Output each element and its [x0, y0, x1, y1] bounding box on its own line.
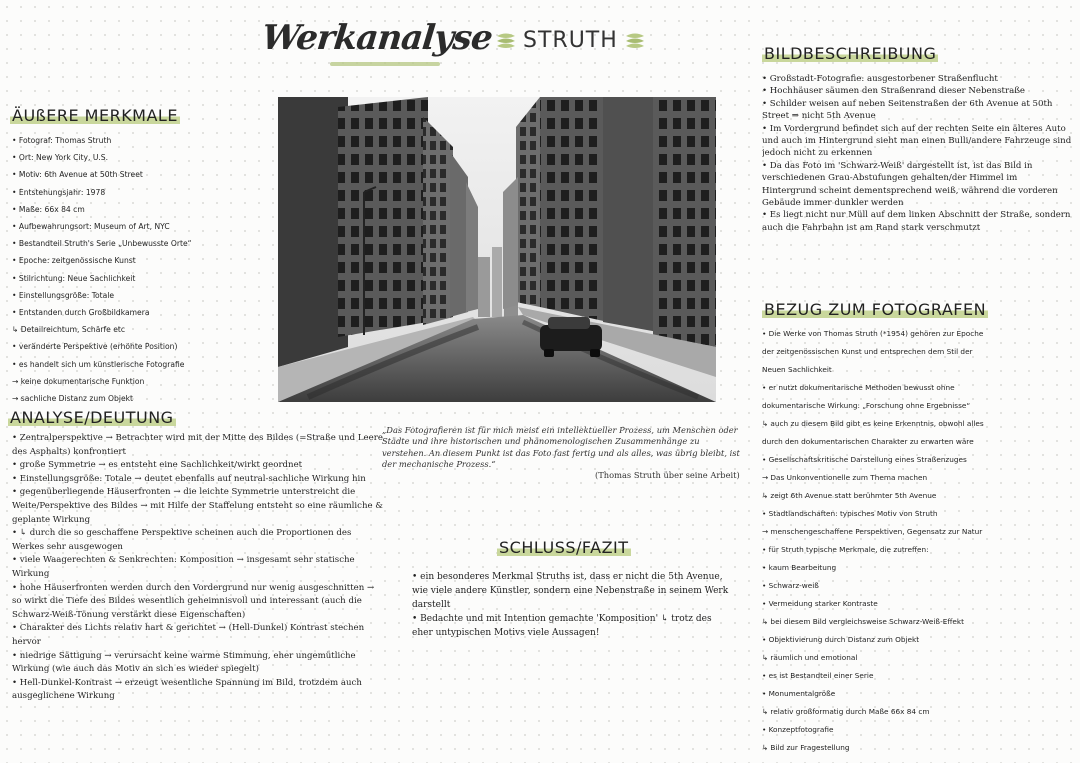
list-item: • es ist Bestandteil einer Serie: [762, 671, 874, 680]
list-item: • gegenüberliegende Häuserfronten → die leichte Symmetrie unterstreicht die Weite/Perspektive des Bildes → mit Hilfe der Staffelung entsteht so eine räumliche & geplante Wirkung: [12, 487, 383, 525]
list-item: • Objektivierung durch Distanz zum Objekt: [762, 635, 920, 644]
section-heading-schluss: SCHLUSS/FAZIT: [499, 538, 629, 557]
list-item: • Entstehungsjahr: 1978: [12, 187, 106, 197]
list-item: → Das Unkonventionelle zum Thema machen: [762, 473, 928, 482]
list-item: • Entstanden durch Großbildkamera: [12, 308, 150, 318]
list-item: • Zentralperspektive → Betrachter wird mit der Mitte des Bildes (=Straße und Leere des Asphalts) konfrontiert: [12, 433, 383, 457]
list-item: • Hell-Dunkel-Kontrast → erzeugt wesentliche Spannung im Bild, trotzdem auch ausgeglichene Wirkung: [12, 677, 362, 702]
list-item: • Bestandteil Struth's Serie „Unbewusste Orte“: [12, 239, 192, 249]
list-item: • Stilrichtung: Neue Sachlichkeit: [12, 273, 136, 283]
list-item: • ein besonderes Merkmal Struths ist, dass er nicht die 5th Avenue, wie viele andere Künstler, sondern eine Nebenstraße in seinem Werk darstellt: [412, 572, 729, 610]
street-photograph: [278, 97, 716, 402]
list-item: • Ort: New York City, U.S.: [12, 153, 109, 163]
list-item: • Es liegt nicht nur Müll auf dem linken Abschnitt der Straße, sondern auch die Fahrbahn ist am Rand stark verschmutzt: [762, 210, 1071, 233]
quote-author: (Thomas Struth über seine Arbeit): [595, 470, 740, 480]
list-item: • Bedachte und mit Intention gemachte 'Komposition' ↳ trotz des eher untypischen Motivs viele Aussagen!: [412, 614, 712, 638]
list-item: • Vermeidung starker Kontraste: [762, 599, 878, 608]
list-item: • er nutzt dokumentarische Methoden bewusst ohne: [762, 383, 955, 392]
list-item: • Die Werke von Thomas Struth (*1954) gehören zur Epoche: [762, 329, 984, 338]
section-heading-bildbeschreibung: BILDBESCHREIBUNG: [764, 44, 937, 63]
list-item: • Einstellungsgröße: Totale: [12, 290, 115, 300]
section-heading-analyse: ANALYSE/DEUTUNG: [10, 408, 174, 427]
list-item: • Schwarz-weiß: [762, 581, 819, 590]
list-item: • Schilder weisen auf neben Seitenstraßen der 6th Avenue at 50th Street ⇒ nicht 5th Avenue: [762, 98, 1053, 122]
list-item: • Stadtlandschaften: typisches Motiv von Struth: [762, 509, 938, 518]
list-item: • für Struth typische Merkmale, die zutreffen:: [762, 545, 929, 554]
list-item: ↳ auch zu diesem Bild gibt es keine Erkenntnis, obwohl alles: [762, 419, 984, 428]
list-item: • große Symmetrie → es entsteht eine Sachlichkeit/wirkt geordnet: [12, 460, 303, 471]
list-item: • hohe Häuserfronten werden durch den Vordergrund nur wenig ausgeschnitten → so wirkt die Tiefe des Bildes wesentlich geheimnisvoll und interessant (auch die Schwarz-Weiß-Tönung verstärkt diese Eigenschaften): [12, 582, 375, 620]
list-item: • Da das Foto im 'Schwarz-Weiß' dargestellt ist, ist das Bild in verschiedenen Grau-Abstufungen gehalten/der Himmel im Hintergrund scheint dementsprechend weiß, während die vorderen Gebäude immer dunkler werden: [762, 160, 1058, 209]
list-item: • Großstadt-Fotografie: ausgestorbener Straßenflucht: [762, 74, 998, 84]
list-item: ↳ Detailreichtum, Schärfe etc: [12, 325, 126, 335]
bezug-list: [762, 325, 1074, 757]
list-item: • Hochhäuser säumen den Straßenrand dieser Nebenstraße: [762, 86, 1026, 97]
list-item: • Charakter des Lichts relativ hart & gerichtet → (Hell-Dunkel) Kontrast stechen hervor: [12, 623, 365, 647]
list-item: → keine dokumentarische Funktion: [12, 376, 145, 386]
list-item: ↳ bei diesem Bild vergleichsweise Schwarz-Weiß-Effekt: [762, 617, 964, 626]
list-item: • Einstellungsgröße: Totale → deutet ebenfalls auf neutral-sachliche Wirkung hin: [12, 473, 366, 484]
list-item: durch den dokumentarischen Charakter zu erwarten wäre: [762, 437, 974, 446]
list-item: → sachliche Distanz zum Objekt: [12, 394, 133, 404]
subtitle-group: [495, 28, 646, 53]
list-item: • veränderte Perspektive (erhöhte Position): [12, 342, 178, 352]
list-item: • ↳ durch die so geschaffene Perspektive scheinen auch die Proportionen des Werkes sehr ausgewogen: [12, 528, 352, 552]
list-item: • Epoche: zeitgenössische Kunst: [12, 256, 136, 266]
section-heading-aeussere-merkmale: ÄUßERE MERKMALE: [12, 106, 178, 125]
list-item: • Motiv: 6th Avenue at 50th Street: [12, 170, 143, 180]
list-item: • es handelt sich um künstlerische Fotografie: [12, 359, 185, 369]
aeussere-merkmale-list: [12, 132, 274, 407]
list-item: ↳ räumlich und emotional: [762, 653, 858, 662]
schluss-list: [412, 570, 732, 640]
analyse-list: [12, 432, 384, 704]
list-item: • Monumentalgröße: [762, 689, 836, 698]
list-item: ↳ relativ großformatig durch Maße 66x 84 cm: [762, 707, 930, 716]
list-item: ↳ Bild zur Fragestellung: [762, 743, 850, 752]
list-item: Neuen Sachlichkeit: [762, 365, 832, 374]
list-item: • Im Vordergrund befindet sich auf der rechten Seite ein älteres Auto und auch im Hintergrund sieht man einen Bulli/andere Fahrzeuge sind jedoch nicht zu erkennen: [762, 123, 1072, 159]
list-item: • Gesellschaftskritische Darstellung eines Straßenzuges: [762, 455, 967, 464]
list-item: • Konzeptfotografie: [762, 725, 834, 734]
subtitle: STRUTH: [523, 28, 618, 53]
leaf-icon-right: [624, 32, 646, 50]
list-item: der zeitgenössischen Kunst und entsprechen dem Stil der: [762, 347, 973, 356]
list-item: • viele Waagerechten & Senkrechten: Komposition → insgesamt sehr statische Wirkung: [12, 555, 355, 579]
bildbeschreibung-list: [762, 73, 1074, 234]
leaf-icon-left: [495, 32, 517, 50]
page-title: Werkanalyse: [259, 18, 494, 58]
photographer-quote: „Das Fotografieren ist für mich meist ein intellektueller Prozess, um Menschen oder Städte und ihre historischen und phänomenologischen Zusammenhänge zu verstehen. An diesem Punkt ist das Foto fast fertig und als alles, was übrig bleibt, ist der mechanische Prozess.“: [382, 425, 740, 469]
list-item: → menschengeschaffene Perspektiven, Gegensatz zur Natur: [762, 527, 983, 536]
list-item: dokumentarische Wirkung: „Forschung ohne Ergebnisse“: [762, 401, 971, 410]
list-item: • Fotograf: Thomas Struth: [12, 136, 112, 145]
list-item: ↳ zeigt 6th Avenue statt berühmter 5th Avenue: [762, 491, 937, 500]
list-item: • niedrige Sättigung → verursacht keine warme Stimmung, eher ungemütliche Wirkung (wie auch das Motiv an sich es wieder spiegelt): [12, 650, 356, 675]
title-highlight: [330, 62, 440, 66]
list-item: • Aufbewahrungsort: Museum of Art, NYC: [12, 222, 170, 232]
list-item: • kaum Bearbeitung: [762, 563, 837, 572]
section-heading-bezug: BEZUG ZUM FOTOGRAFEN: [764, 300, 987, 319]
list-item: • Maße: 66x 84 cm: [12, 204, 85, 214]
